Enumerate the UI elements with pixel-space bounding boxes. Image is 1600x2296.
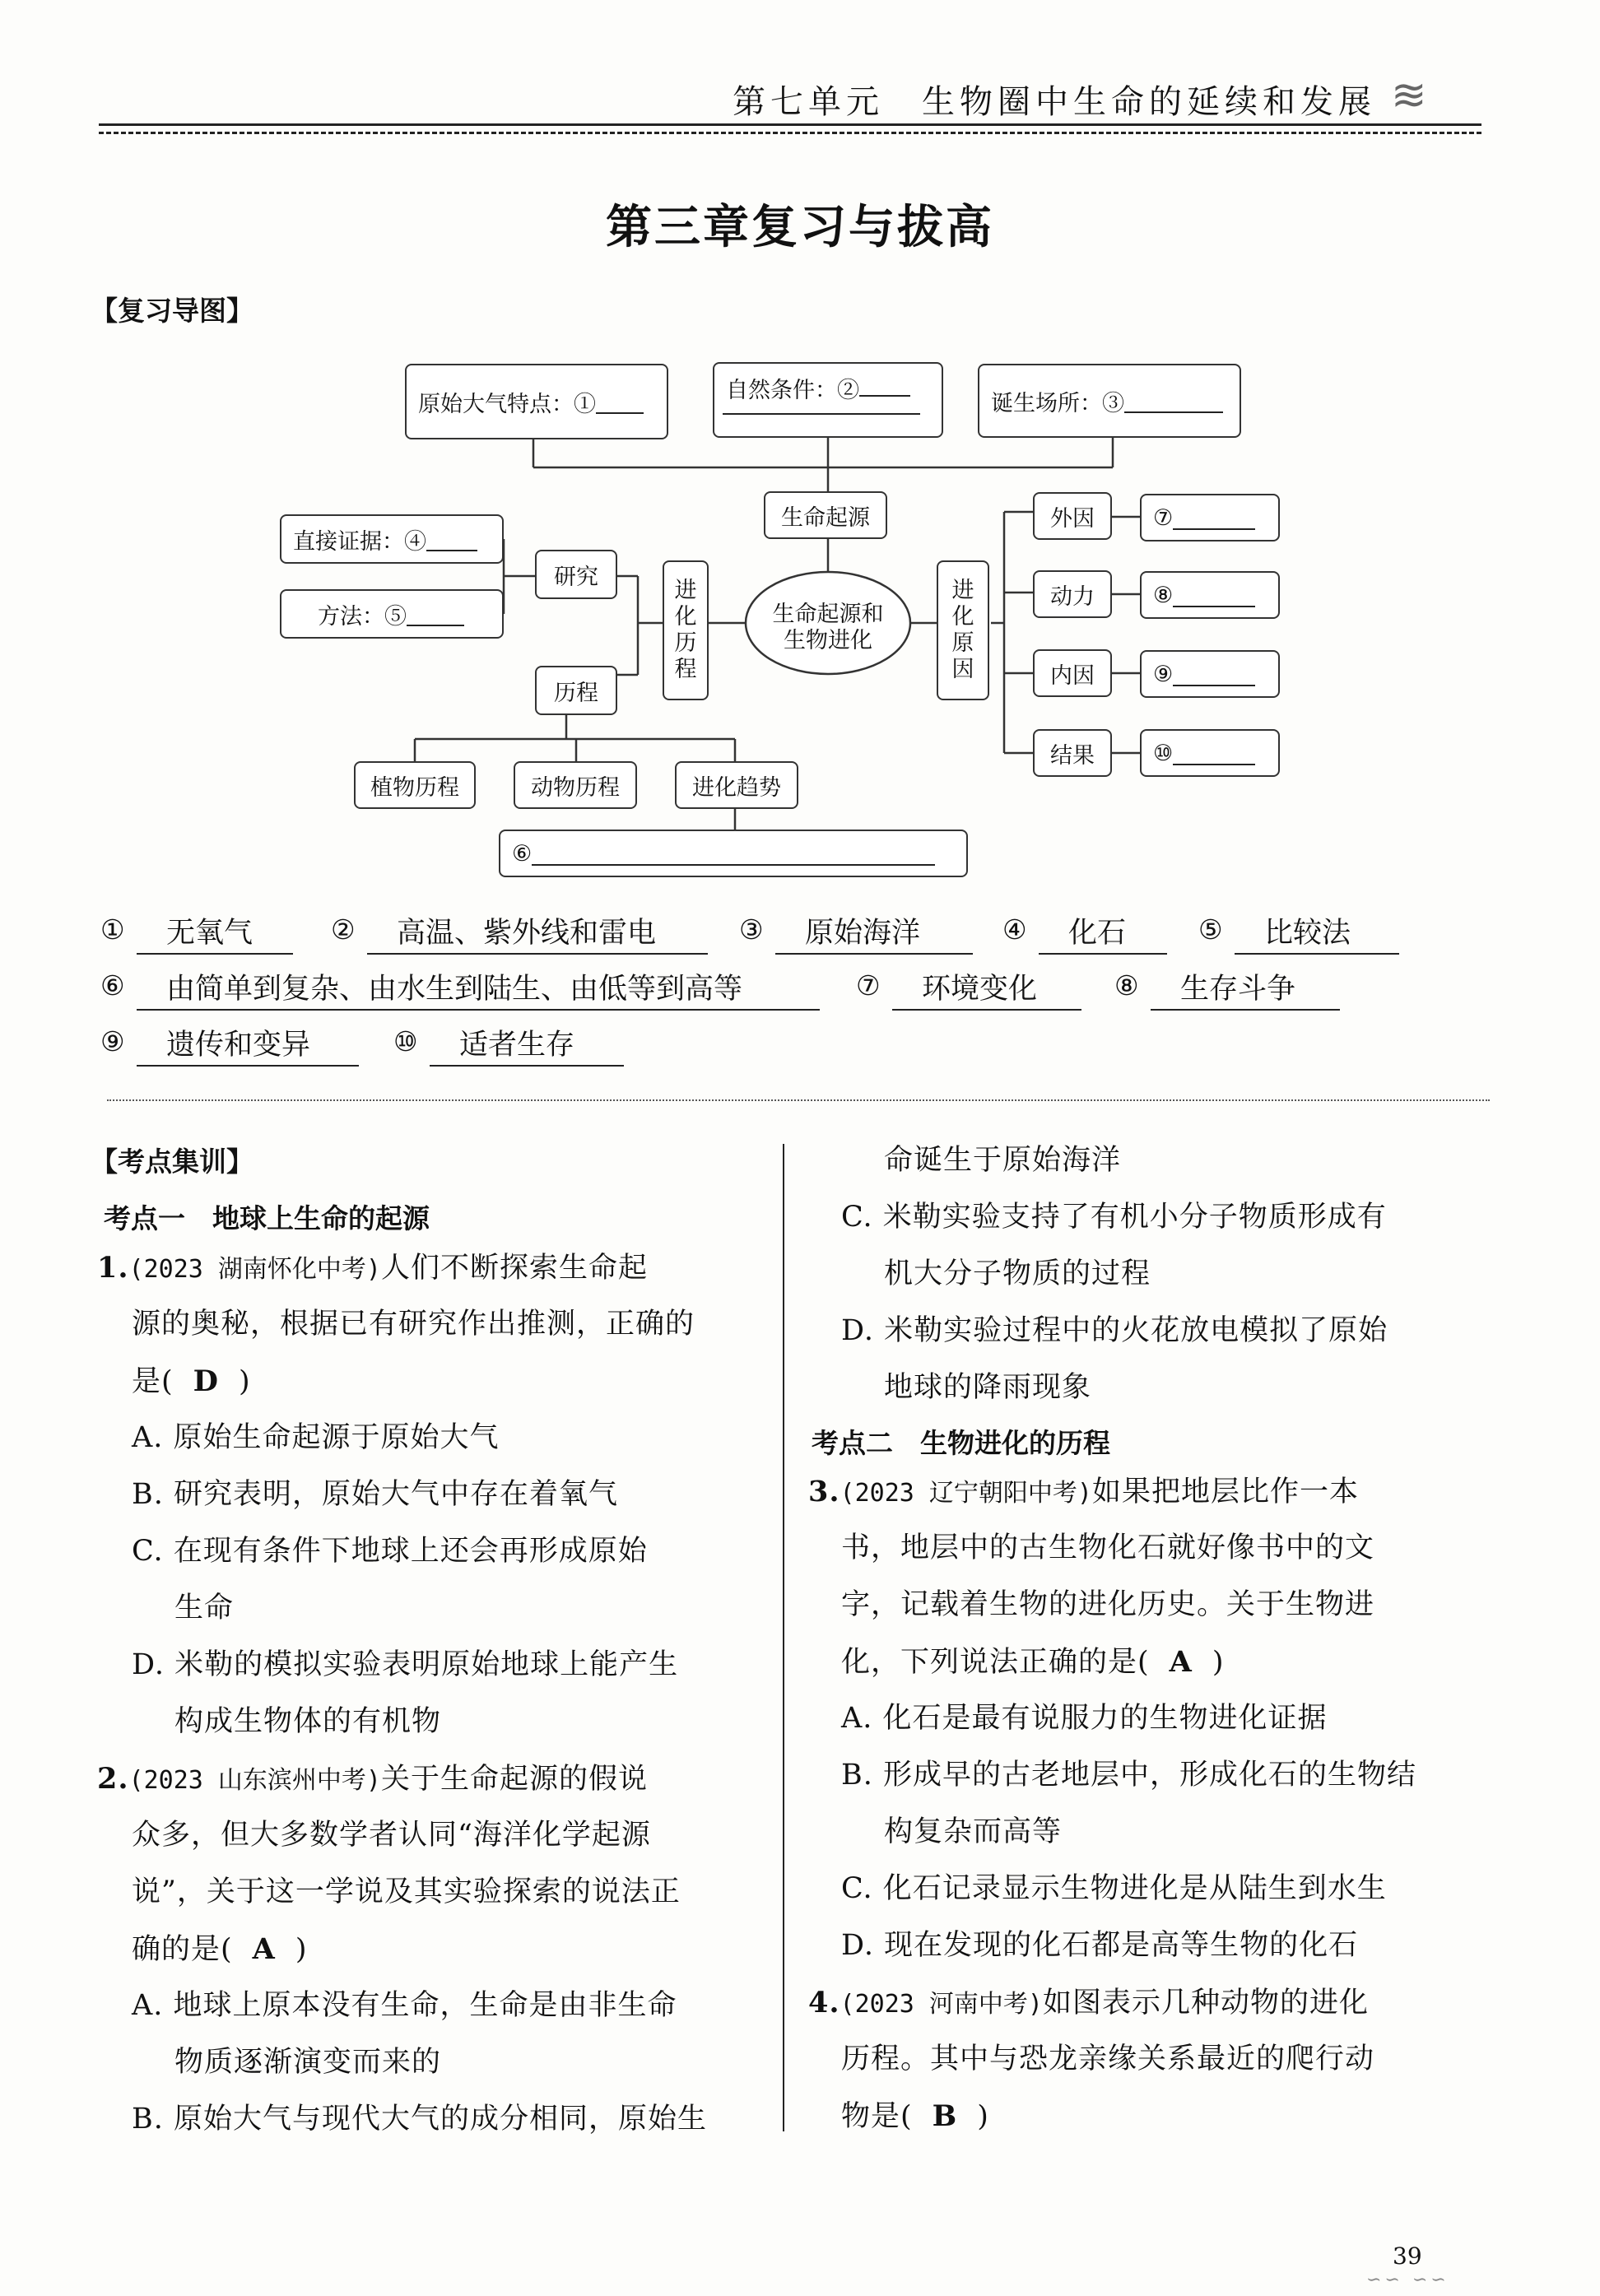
q3-option-a: A. 化石是最有说服力的生物进化证据	[841, 1702, 1328, 1735]
q1-number: 1.	[97, 1251, 129, 1285]
map-n7-box: ⑦	[1140, 494, 1280, 541]
q3-stem-1: 如果把地层比作一本	[1091, 1476, 1359, 1508]
q2-option-b-2: 命诞生于原始海洋	[884, 1144, 1122, 1177]
q3-option-c: C. 化石记录显示生物进化是从陆生到水生	[841, 1872, 1387, 1905]
q2-stem-4: 确的是(	[132, 1933, 233, 1966]
blank-4	[426, 527, 477, 551]
map-atmosphere-box	[405, 364, 668, 439]
blank-8	[1173, 583, 1255, 607]
answer-6-num: ⑥	[100, 969, 125, 1002]
map-six-box	[499, 830, 968, 877]
q1-stem-3: 是(	[132, 1365, 174, 1398]
q2-stem-3: 说”，关于这一学说及其实验探索的说法正	[132, 1875, 681, 1908]
map-n10-box: ⑩	[1140, 729, 1280, 777]
q3-option-b-1: B. 形成早的古老地层中，形成化石的生物结	[841, 1759, 1416, 1792]
map-internal-box: 内因	[1033, 649, 1112, 697]
answer-10-num: ⑩	[393, 1025, 418, 1057]
q3-stem-3: 字，记载着生物的进化历史。关于生物进	[841, 1588, 1375, 1621]
q3-source: (2023 辽宁朝阳中考)	[840, 1479, 1092, 1508]
map-n8-box: ⑧	[1140, 571, 1280, 619]
q4-number: 4.	[808, 1986, 840, 2019]
q4-answer: B	[932, 2099, 958, 2133]
map-animal-box: 动物历程	[514, 761, 637, 809]
natural-label: 自然条件：②	[726, 378, 859, 403]
q3-stem-4: 化，下列说法正确的是(	[841, 1646, 1150, 1679]
q3-stem-2: 书，地层中的古生物化石就好像书中的文	[841, 1531, 1375, 1564]
q4-stem-3: 物是(	[841, 2100, 913, 2133]
q2-stem-1: 关于生命起源的假说	[380, 1763, 648, 1796]
map-plant-box: 植物历程	[354, 761, 476, 809]
map-history-box: 历程	[535, 666, 617, 715]
q2-option-c-1: C. 米勒实验支持了有机小分子物质形成有	[841, 1201, 1387, 1234]
map-evo-process-box: 进 化 历 程	[663, 560, 709, 700]
q1-option-a: A. 原始生命起源于原始大气	[132, 1421, 500, 1454]
blank-3	[1124, 388, 1223, 413]
q3-option-d: D. 现在发现的化石都是高等生物的化石	[841, 1929, 1359, 1962]
q1-answer: D	[193, 1364, 220, 1398]
q3-number: 3.	[808, 1475, 840, 1508]
blank-2	[859, 372, 910, 397]
answer-3: 原始海洋	[775, 910, 973, 955]
q3-answer: A	[1169, 1645, 1193, 1679]
blank-2-line2	[723, 413, 920, 415]
q4-stem-2: 历程。其中与恐龙亲缘关系最近的爬行动	[841, 2043, 1375, 2075]
map-direct-evidence-box	[280, 514, 504, 564]
exam-heading: 【考点集训】	[91, 1146, 253, 1178]
header-decoration-icon: ≋	[1391, 71, 1427, 120]
answer-3-num: ③	[739, 913, 764, 946]
q1-option-d-2: 构成生物体的有机物	[174, 1705, 442, 1738]
map-trend-box: 进化趋势	[675, 761, 798, 809]
q2-source: (2023 山东滨州中考)	[128, 1766, 381, 1795]
q1-source: (2023 湖南怀化中考)	[128, 1255, 381, 1284]
unit-header-title: 第七单元 生物圈中生命的延续和发展	[733, 83, 1376, 121]
q2-option-c-2: 机大分子物质的过程	[884, 1257, 1151, 1290]
q4-source: (2023 河南中考)	[840, 1990, 1043, 2019]
map-evo-cause-box: 进 化 原 因	[937, 560, 989, 700]
answer-4-num: ④	[1002, 913, 1027, 946]
center-label	[746, 602, 910, 654]
map-external-box: 外因	[1033, 492, 1112, 540]
column-divider	[783, 1144, 784, 2131]
blank-6	[532, 841, 935, 866]
q2-stem-2: 众多，但大多数学者认同“海洋化学起源	[132, 1819, 651, 1852]
answer-9-num: ⑨	[100, 1025, 125, 1057]
q2-answer: A	[252, 1932, 276, 1966]
direct-evidence-label: 直接证据：④	[293, 528, 426, 555]
q2-option-b-1: B. 原始大气与现代大气的成分相同，原始生	[132, 2103, 707, 2136]
point-1-heading: 考点一 地球上生命的起源	[104, 1202, 430, 1234]
answer-8-num: ⑧	[1114, 969, 1139, 1002]
birthplace-label: 诞生场所：③	[991, 390, 1124, 416]
answer-10: 适者生存	[430, 1022, 624, 1067]
answer-9: 遗传和变异	[137, 1022, 359, 1067]
answer-1: 无氧气	[137, 910, 293, 955]
map-n9-box: ⑨	[1140, 650, 1280, 698]
q1-stem-2: 源的奥秘，根据已有研究作出推测，正确的	[132, 1308, 695, 1341]
answer-2-num: ②	[331, 913, 356, 946]
answer-5: 比较法	[1235, 910, 1399, 955]
answer-7-num: ⑦	[856, 969, 881, 1002]
blank-10	[1173, 741, 1255, 765]
review-map-heading: 【复习导图】	[91, 295, 253, 327]
q2-option-a-2: 物质逐渐演变而来的	[174, 2046, 442, 2079]
atmosphere-label: 原始大气特点：①	[418, 391, 596, 417]
answer-4: 化石	[1039, 910, 1167, 955]
blank-1	[596, 389, 644, 414]
q1-option-b: B. 研究表明，原始大气中存在着氧气	[132, 1478, 618, 1511]
map-result-box: 结果	[1033, 729, 1112, 777]
q1-option-d-1: D. 米勒的模拟实验表明原始地球上能产生	[132, 1648, 679, 1681]
blank-7	[1173, 505, 1255, 530]
q2-option-d-2: 地球的降雨现象	[884, 1371, 1092, 1404]
answer-1-num: ①	[100, 913, 125, 946]
section-divider	[107, 1099, 1490, 1101]
center-line-2: 生物进化	[784, 628, 872, 653]
q4-stem-1: 如图表示几种动物的进化	[1042, 1987, 1369, 2019]
method-label: 方法：⑤	[318, 603, 407, 630]
six-label: ⑥	[512, 840, 533, 867]
answer-6: 由简单到复杂、由水生到陆生、由低等到高等	[137, 966, 820, 1011]
q1-option-c-2: 生命	[174, 1592, 235, 1624]
mind-map-connectors	[0, 0, 1600, 905]
q3-option-b-2: 构复杂而高等	[884, 1815, 1063, 1848]
answer-7: 环境变化	[892, 966, 1081, 1011]
blank-9	[1173, 662, 1255, 686]
q1-stem-1: 人们不断探索生命起	[380, 1252, 648, 1285]
map-research-box: 研究	[535, 550, 617, 599]
map-natural-box	[713, 362, 943, 438]
center-line-1: 生命起源和	[772, 602, 884, 627]
map-origin-box: 生命起源	[764, 491, 887, 539]
map-method-box	[280, 589, 504, 639]
footer-ornament-icon: ∽∽ ∽∽	[1366, 2270, 1449, 2290]
q1-option-c-1: C. 在现有条件下地球上还会再形成原始	[132, 1535, 648, 1568]
answer-5-num: ⑤	[1198, 913, 1223, 946]
q2-option-d-1: D. 米勒实验过程中的火花放电模拟了原始	[841, 1314, 1388, 1347]
blank-5	[407, 602, 464, 626]
q2-option-a-1: A. 地球上原本没有生命，生命是由非生命	[132, 1989, 677, 2022]
chapter-title: 第三章复习与拔高	[606, 201, 994, 254]
answer-2: 高温、紫外线和雷电	[367, 910, 708, 955]
map-birthplace-box	[978, 364, 1241, 438]
point-2-heading: 考点二 生物进化的历程	[812, 1427, 1110, 1459]
page-number: 39	[1393, 2243, 1422, 2270]
map-power-box: 动力	[1033, 570, 1112, 618]
q2-number: 2.	[97, 1762, 129, 1796]
answer-8: 生存斗争	[1151, 966, 1340, 1011]
